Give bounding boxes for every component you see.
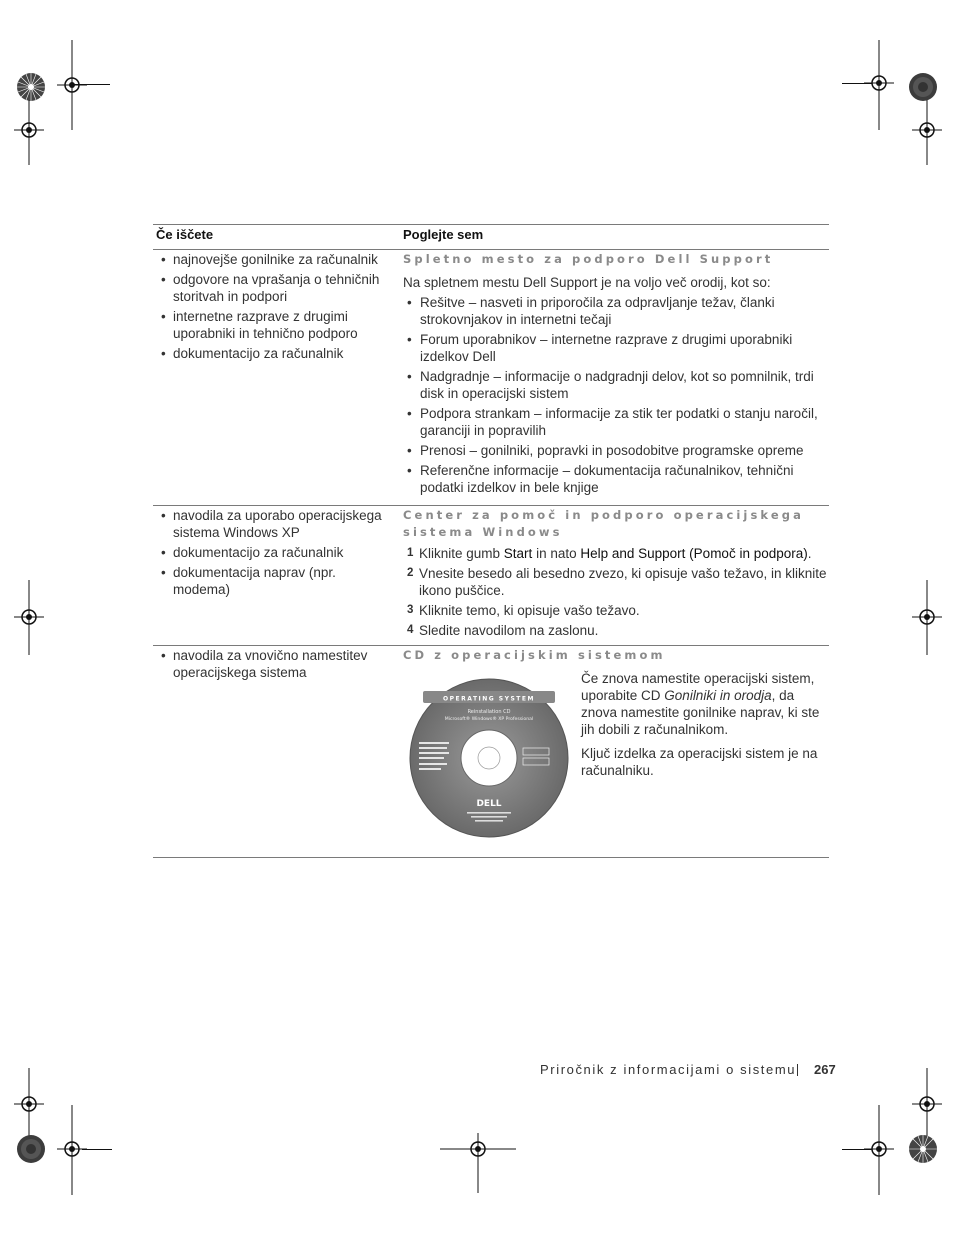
list-item: • dokumentacijo za računalnik [156, 544, 384, 561]
list-item: • najnovejše gonilnike za računalnik [156, 251, 384, 268]
crosshair-mark-bottom-right-2 [912, 1068, 942, 1138]
list-item: • Prenosi – gonilniki, popravki in posodobitve programske opreme [403, 442, 828, 459]
list-item: • internetne razprave z drugimi uporabniki in tehnično podporo [156, 308, 384, 342]
step-number: 2 [407, 567, 414, 579]
crosshair-mark-bottom-center [440, 1133, 516, 1193]
row2-left [156, 507, 384, 601]
registration-mark-top-left [14, 70, 48, 104]
crop-line [842, 1149, 872, 1150]
crosshair-mark-bottom-right-1 [864, 1105, 894, 1195]
list-item: • Referenčne informacije – dokumentacija računalnikov, tehnični podatki izdelkov in bele knjige [403, 462, 828, 496]
row3-right [403, 647, 828, 670]
footer-title: Priročnik z informacijami o sistemu [540, 1062, 797, 1077]
crosshair-mark-top-left-2 [14, 100, 44, 165]
crosshair-mark-bottom-left-2 [57, 1105, 87, 1195]
list-item: • Podpora strankam – informacije za stik ter podatki o stanju naročil, garanciji in popravilih [403, 405, 828, 439]
dell-logo: DELL [476, 799, 502, 809]
crosshair-mark-top-right-1 [864, 40, 894, 130]
os-cd-image [409, 677, 569, 844]
section-title-os-cd: CD z operacijskim sistemom [403, 648, 666, 662]
row1-left [156, 251, 384, 365]
crosshair-mark-top-left-1 [57, 40, 87, 130]
footer-separator [797, 1064, 798, 1076]
row1-right [403, 251, 828, 499]
section-intro: Na spletnem mestu Dell Support je na voljo več orodij, kot so: [403, 275, 771, 290]
list-item: • odgovore na vprašanja o tehničnih storitvah in podpori [156, 271, 384, 305]
step-item: 1 Kliknite gumb Start in nato Help and Support (Pomoč in podpora). [407, 546, 812, 561]
header-look-here: Poglejte sem [403, 227, 484, 242]
step-number: 1 [407, 547, 414, 559]
crop-line [82, 1149, 112, 1150]
page-number: 267 [814, 1062, 836, 1077]
registration-mark-top-right [906, 70, 940, 104]
step-number: 4 [407, 624, 414, 636]
header-looking-for: Če iščete [156, 227, 214, 242]
row-rule [153, 505, 829, 506]
crosshair-mark-bottom-left-1 [14, 1068, 44, 1138]
crosshair-mark-top-right-2 [912, 100, 942, 165]
step-number: 3 [407, 604, 414, 616]
list-item: • navodila za uporabo operacijskega sistema Windows XP [156, 507, 384, 541]
crop-line [842, 83, 872, 84]
drivers-tools-cd-title: Gonilniki in orodja [664, 688, 772, 703]
cd-description [581, 670, 829, 786]
cd-paragraph-1: Če znova namestite operacijski sistem, uporabite CD Gonilniki in orodja, da znova namestite gonilnike naprav, ki ste jih dobili z računalnikom. [581, 671, 820, 737]
row3-left [156, 647, 384, 684]
section-title-help-center: Center za pomoč in podporo operacijskega sistema Windows [403, 508, 804, 539]
table-top-rule [153, 224, 829, 225]
cd-line-1: Reinstallation CD [467, 709, 511, 715]
list-item: • navodila za vnovično namestitev operacijskega sistema [156, 647, 384, 681]
list-item: • dokumentacija naprav (npr. modema) [156, 564, 384, 598]
table-bottom-rule [153, 857, 829, 858]
row-rule [153, 645, 829, 646]
cd-line-2: Microsoft® Windows® XP Professional [444, 717, 534, 722]
step-item: 4 Sledite navodilom na zaslonu. [407, 623, 599, 638]
cd-paragraph-2: Ključ izdelka za operacijski sistem je na računalniku. [581, 746, 818, 778]
step-item: 3 Kliknite temo, ki opisuje vašo težavo. [407, 603, 640, 618]
section-title-dell-support: Spletno mesto za podporo Dell Support [403, 252, 774, 266]
help-support-label: Help and Support (Pomoč in podpora) [580, 546, 808, 561]
list-item: • dokumentacijo za računalnik [156, 345, 384, 362]
registration-mark-bottom-right [906, 1132, 940, 1166]
crosshair-mark-mid-right [912, 580, 942, 655]
row2-right [403, 507, 828, 642]
list-item: • Rešitve – nasveti in priporočila za odpravljanje težav, članki strokovnjakov in internetni tečaji [403, 294, 828, 328]
start-label: Start [503, 546, 533, 561]
header-rule [153, 249, 829, 250]
crop-line [70, 84, 110, 85]
list-item: • Forum uporabnikov – internetne razprave z drugimi uporabniki izdelkov Dell [403, 331, 828, 365]
crosshair-mark-mid-left [14, 580, 44, 655]
cd-top-label: OPERATING SYSTEM [443, 695, 535, 703]
step-item: 2 Vnesite besedo ali besedno zvezo, ki opisuje vašo težavo, in kliknite ikono puščice. [407, 566, 827, 598]
list-item: • Nadgradnje – informacije o nadgradnji delov, kot so pomnilnik, trdi disk in operacijski sistem [403, 368, 828, 402]
registration-mark-bottom-left [14, 1132, 48, 1166]
